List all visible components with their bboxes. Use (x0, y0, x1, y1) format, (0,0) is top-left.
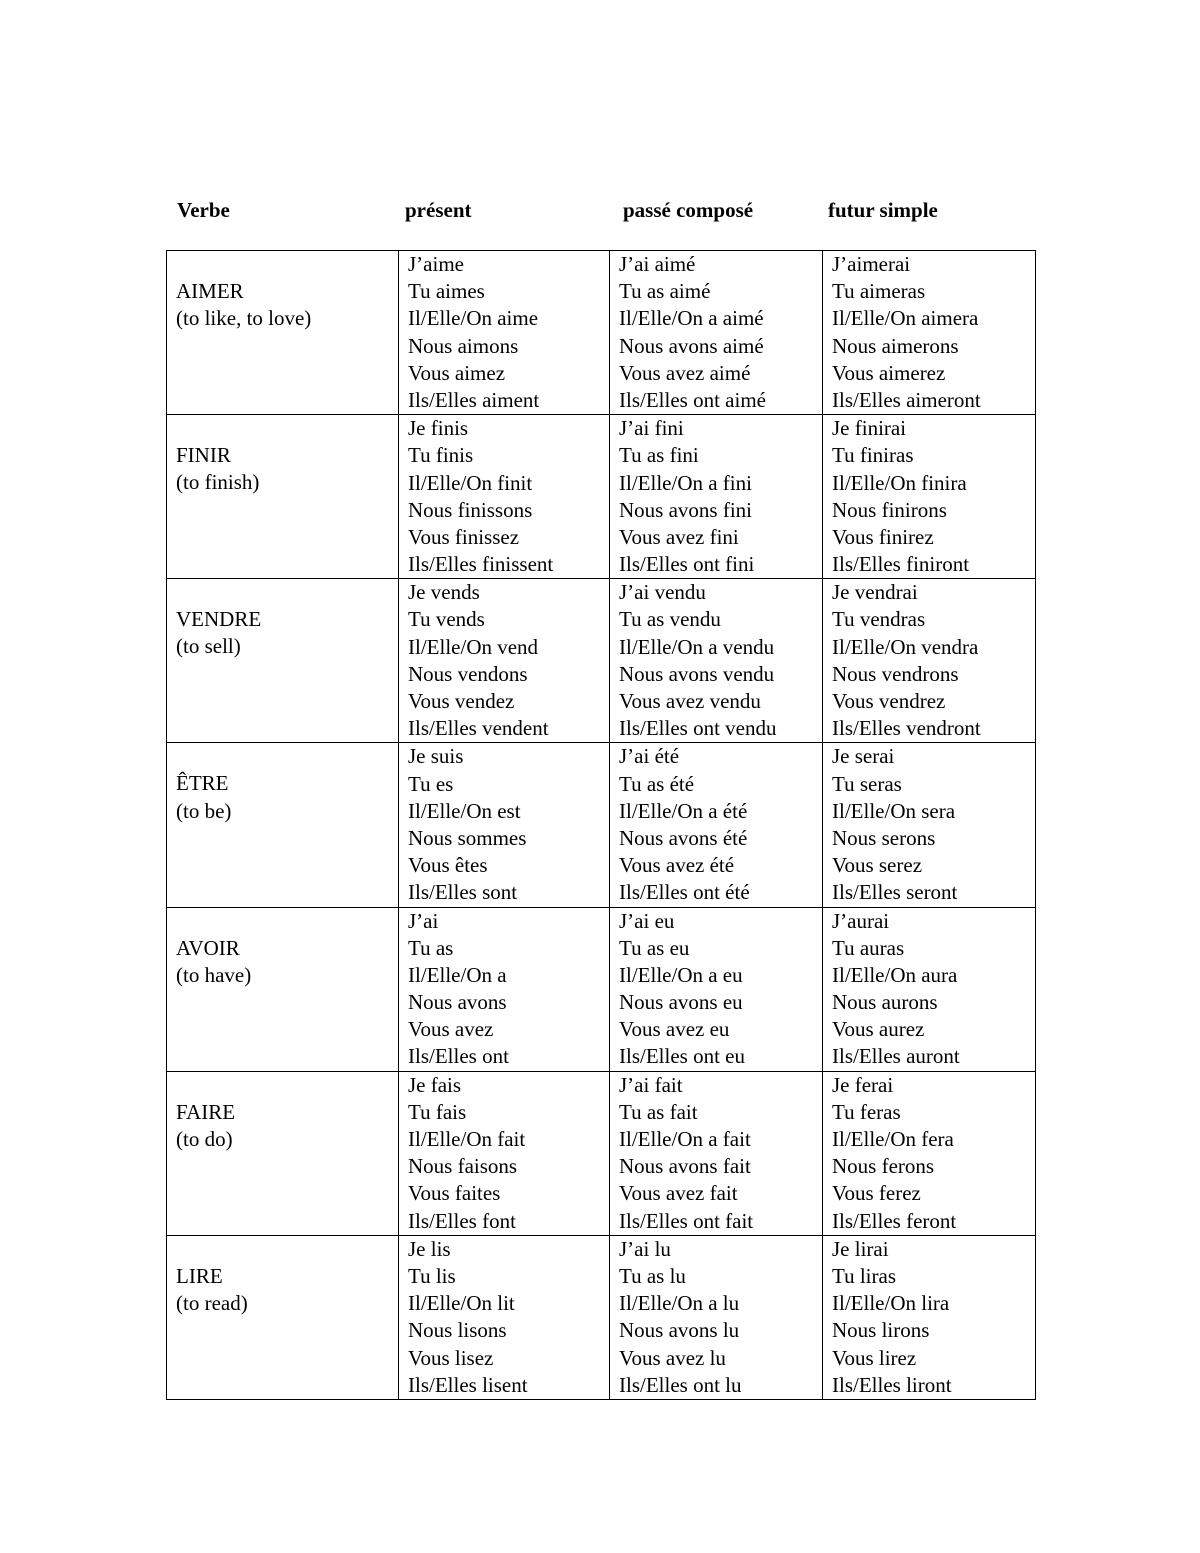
conjugation-line: Il/Elle/On a eu (619, 962, 743, 987)
conjugation-line: Ils/Elles ont (408, 1044, 509, 1069)
conjugation-line: Nous sommes (408, 825, 527, 850)
conjugation-line: Tu as aimé (619, 279, 711, 304)
conjugation-line: Nous aimons (408, 333, 519, 358)
conjugation-line: Tu auras (832, 935, 905, 960)
conjugation-line: Nous aurons (832, 990, 938, 1015)
conjugation-line: Tu as fini (619, 443, 699, 468)
conjugation-line: Vous avez fait (619, 1181, 738, 1206)
conjugation-line: Il/Elle/On a fait (619, 1127, 751, 1151)
conjugation-line: Vous finirez (832, 524, 934, 549)
conjugation-line: Ils/Elles ont aimé (619, 387, 766, 412)
conjugation-line: Ils/Elles vendront (832, 716, 981, 741)
verb-cell (167, 579, 399, 743)
conjugation-table-body (167, 251, 1036, 1400)
conjugation-line: Tu liras (832, 1263, 896, 1288)
verb-label-block (176, 908, 398, 989)
conjugation-line: Il/Elle/On a lu (619, 1291, 740, 1316)
conjugation-line: Il/Elle/On vendra (832, 634, 979, 659)
conjugation-line: Ils/Elles liront (832, 1372, 952, 1397)
conjugation-line: Nous serons (832, 825, 936, 850)
conjugation-line: Je suis (408, 744, 464, 769)
verb-name: AVOIR (176, 935, 240, 960)
conjugation-line: Tu as lu (619, 1263, 686, 1288)
verb-row (167, 415, 1036, 579)
conjugation-line: Je vends (408, 580, 480, 605)
verb-meaning: (to finish) (176, 470, 260, 495)
conjugation-line: Tu as eu (619, 935, 690, 960)
conjugation-line: Vous lirez (832, 1345, 917, 1370)
conjugation-line: Ils/Elles auront (832, 1044, 960, 1069)
conjugation-line: Nous lisons (408, 1318, 507, 1343)
conjugation-line: Vous vendez (408, 689, 515, 713)
present-cell (399, 1071, 610, 1235)
conjugation-line: Ils/Elles seront (832, 880, 958, 905)
conjugation-line: Tu finiras (832, 443, 914, 468)
conjugation-line: Je ferai (832, 1072, 894, 1097)
verb-label-block (176, 743, 398, 824)
verb-row (167, 579, 1036, 743)
conjugation-line: Il/Elle/On aime (408, 306, 539, 331)
conjugation-line: Il/Elle/On fait (408, 1127, 526, 1151)
conjugation-line: Ils/Elles ont eu (619, 1044, 745, 1069)
passe-compose-cell (610, 907, 823, 1071)
verb-meaning: (to sell) (176, 634, 241, 659)
conjugation-line: Nous finirons (832, 497, 947, 522)
conjugation-line: J’ai (408, 908, 439, 933)
conjugation-line: Vous avez fini (619, 524, 739, 549)
conjugation-line: Il/Elle/On a aimé (619, 306, 764, 331)
conjugation-line: Nous avons fait (619, 1154, 751, 1179)
conjugation-line: J’ai fini (619, 416, 684, 441)
conjugation-line: Je serai (832, 744, 895, 769)
conjugation-line: J’aurai (832, 908, 890, 933)
conjugation-table (166, 250, 1036, 1400)
conjugation-line: Ils/Elles ont fait (619, 1208, 754, 1233)
conjugation-line: Il/Elle/On vend (408, 634, 539, 659)
verb-cell (167, 1071, 399, 1235)
conjugation-line: Tu as été (619, 771, 695, 796)
conjugation-line: J’ai vendu (619, 580, 706, 605)
conjugation-line: Vous avez été (619, 853, 735, 878)
verb-label-block (176, 579, 398, 660)
conjugation-line: Vous avez lu (619, 1345, 726, 1370)
conjugation-line: Nous avons eu (619, 990, 743, 1015)
present-cell (399, 1235, 610, 1399)
verb-name: LIRE (176, 1263, 223, 1288)
conjugation-line: Tu as vendu (619, 607, 721, 632)
conjugation-line: Tu feras (832, 1099, 901, 1124)
conjugation-line: Il/Elle/On a vendu (619, 634, 775, 659)
conjugation-line: Nous finissons (408, 497, 533, 522)
conjugation-line: Tu aimes (408, 279, 485, 304)
verb-cell (167, 907, 399, 1071)
conjugation-line: Nous vendons (408, 661, 528, 686)
conjugation-line: Tu finis (408, 443, 474, 468)
verb-name: ÊTRE (176, 771, 229, 796)
conjugation-line: Nous faisons (408, 1154, 518, 1179)
verb-name: VENDRE (176, 607, 262, 632)
conjugation-line: Je fais (408, 1072, 462, 1097)
verb-label-block (176, 251, 398, 332)
conjugation-line: Tu seras (832, 771, 902, 796)
conjugation-line: Nous avons vendu (619, 661, 775, 686)
conjugation-line: J’ai aimé (619, 252, 696, 276)
present-cell (399, 251, 610, 415)
conjugation-line: Ils/Elles ont vendu (619, 716, 777, 741)
conjugation-line: Vous vendrez (832, 689, 946, 713)
conjugation-line: Ils/Elles ont lu (619, 1372, 742, 1397)
header-verbe: Verbe (177, 198, 230, 222)
conjugation-line: Il/Elle/On finit (408, 470, 533, 495)
conjugation-line: Il/Elle/On aura (832, 962, 958, 987)
verb-meaning: (to do) (176, 1126, 233, 1151)
conjugation-line: Il/Elle/On aimera (832, 306, 979, 331)
conjugation-line: Tu vendras (832, 607, 926, 632)
conjugation-line: Vous aimerez (832, 360, 946, 385)
conjugation-line: Vous ferez (832, 1181, 921, 1206)
conjugation-line: Ils/Elles aiment (408, 387, 540, 412)
header-passe-compose: passé composé (623, 198, 754, 222)
conjugation-line: Tu as fait (619, 1099, 698, 1124)
verb-row (167, 251, 1036, 415)
futur-simple-cell (823, 251, 1036, 415)
verb-meaning: (to read) (176, 1290, 248, 1315)
conjugation-line: J’aimerai (832, 252, 911, 276)
verb-cell (167, 415, 399, 579)
passe-compose-cell (610, 1235, 823, 1399)
conjugation-line: Vous avez eu (619, 1017, 730, 1042)
conjugation-line: Ils/Elles ont été (619, 880, 750, 905)
conjugation-line: Tu as (408, 935, 454, 960)
conjugation-line: Ils/Elles finiront (832, 552, 970, 577)
verb-cell (167, 743, 399, 907)
conjugation-line: Il/Elle/On a fini (619, 470, 752, 495)
present-cell (399, 415, 610, 579)
conjugation-line: Ils/Elles sont (408, 880, 518, 905)
verb-row (167, 907, 1036, 1071)
conjugation-line: Ils/Elles feront (832, 1208, 957, 1233)
conjugation-line: Je finirai (832, 416, 907, 441)
futur-simple-cell (823, 743, 1036, 907)
conjugation-line: J’ai fait (619, 1072, 683, 1097)
present-cell (399, 743, 610, 907)
conjugation-line: Nous avons aimé (619, 333, 764, 358)
passe-compose-cell (610, 743, 823, 907)
conjugation-line: Il/Elle/On est (408, 798, 521, 823)
conjugation-line: Il/Elle/On lira (832, 1291, 950, 1316)
conjugation-line: Vous avez vendu (619, 689, 761, 713)
verb-meaning: (to have) (176, 962, 252, 987)
passe-compose-cell (610, 415, 823, 579)
conjugation-line: Je lirai (832, 1236, 889, 1261)
conjugation-line: Vous faites (408, 1181, 501, 1206)
header-futur-simple: futur simple (828, 198, 938, 222)
conjugation-line: Il/Elle/On lit (408, 1291, 515, 1316)
conjugation-line: Nous aimerons (832, 333, 959, 358)
conjugation-line: Je lis (408, 1236, 451, 1261)
conjugation-line: Vous aimez (408, 360, 506, 385)
verb-name: FINIR (176, 443, 231, 468)
conjugation-line: Nous lirons (832, 1318, 930, 1343)
futur-simple-cell (823, 1071, 1036, 1235)
verb-label-block (176, 415, 398, 496)
conjugation-line: J’ai lu (619, 1236, 671, 1261)
present-cell (399, 907, 610, 1071)
verb-row (167, 1071, 1036, 1235)
conjugation-line: Vous avez aimé (619, 360, 751, 385)
conjugation-line: Nous ferons (832, 1154, 935, 1179)
conjugation-line: Vous aurez (832, 1017, 925, 1042)
conjugation-line: Il/Elle/On sera (832, 798, 956, 823)
conjugation-line: Il/Elle/On a (408, 962, 507, 987)
conjugation-line: Ils/Elles font (408, 1208, 516, 1233)
conjugation-line: J’aime (408, 252, 464, 276)
verb-cell (167, 1235, 399, 1399)
conjugation-line: Ils/Elles aimeront (832, 387, 981, 412)
conjugation-line: Vous êtes (408, 853, 488, 878)
conjugation-line: Tu aimeras (832, 279, 926, 304)
verb-name: FAIRE (176, 1099, 236, 1124)
conjugation-line: Je finis (408, 416, 469, 441)
verb-label-block (176, 1236, 398, 1317)
conjugation-line: Nous avons (408, 990, 507, 1015)
conjugation-line: Il/Elle/On finira (832, 470, 967, 495)
futur-simple-cell (823, 579, 1036, 743)
conjugation-line: Vous lisez (408, 1345, 494, 1370)
conjugation-line: Ils/Elles vendent (408, 716, 549, 741)
conjugation-line: Nous avons lu (619, 1318, 740, 1343)
verb-cell (167, 251, 399, 415)
futur-simple-cell (823, 907, 1036, 1071)
passe-compose-cell (610, 251, 823, 415)
conjugation-line: J’ai eu (619, 908, 675, 933)
futur-simple-cell (823, 415, 1036, 579)
conjugation-line: Nous avons fini (619, 497, 752, 522)
header-present: présent (405, 198, 472, 222)
verb-row (167, 743, 1036, 907)
column-headers (0, 196, 1200, 226)
conjugation-line: J’ai été (619, 744, 680, 769)
conjugation-line: Vous avez (408, 1017, 494, 1042)
conjugation-line: Ils/Elles ont fini (619, 552, 755, 577)
verb-label-block (176, 1072, 398, 1153)
conjugation-line: Tu lis (408, 1263, 456, 1288)
conjugation-line: Vous serez (832, 853, 923, 878)
verb-row (167, 1235, 1036, 1399)
passe-compose-cell (610, 579, 823, 743)
conjugation-line: Tu fais (408, 1099, 467, 1124)
conjugation-line: Ils/Elles finissent (408, 552, 554, 577)
conjugation-line: Tu es (408, 771, 454, 796)
verb-meaning: (to be) (176, 798, 232, 823)
conjugation-line: Il/Elle/On fera (832, 1127, 954, 1151)
conjugation-line: Tu vends (408, 607, 485, 632)
conjugation-line: Il/Elle/On a été (619, 798, 748, 823)
futur-simple-cell (823, 1235, 1036, 1399)
conjugation-line: Nous vendrons (832, 661, 959, 686)
verb-meaning: (to like, to love) (176, 306, 312, 331)
passe-compose-cell (610, 1071, 823, 1235)
conjugation-line: Ils/Elles lisent (408, 1372, 528, 1397)
verb-name: AIMER (176, 279, 244, 303)
present-cell (399, 579, 610, 743)
conjugation-line: Vous finissez (408, 524, 520, 549)
conjugation-line: Je vendrai (832, 580, 918, 605)
conjugation-line: Nous avons été (619, 825, 748, 850)
